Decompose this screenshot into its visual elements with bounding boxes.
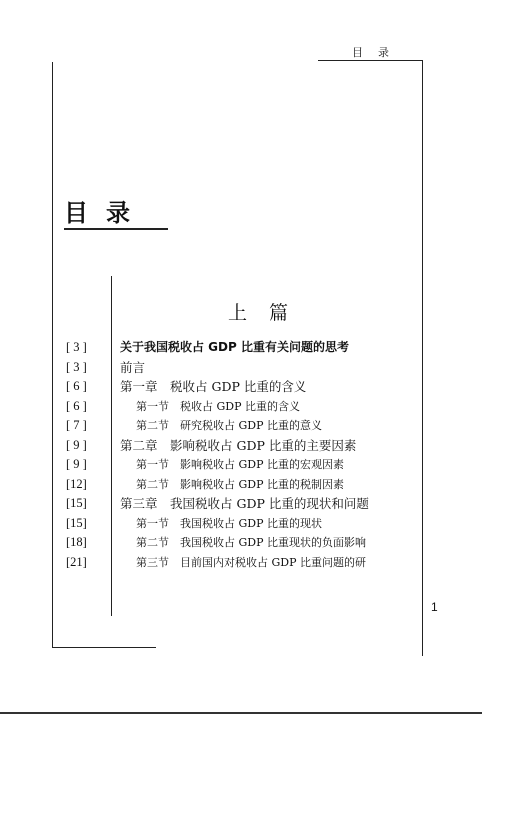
toc-entry-title: 第一节 税收占 GDP 比重的含义 (136, 399, 301, 413)
toc-entry[interactable] (66, 514, 436, 534)
toc-entry[interactable] (66, 397, 436, 417)
bottom-left-rule (52, 647, 156, 648)
toc-entry[interactable] (66, 436, 436, 456)
toc-entry-title: 第二节 影响税收占 GDP 比重的税制因素 (136, 477, 344, 491)
toc-entry-title: 第三章 我国税收占 GDP 比重的现状和问题 (120, 496, 369, 511)
toc-page-ref: [15] (66, 496, 87, 510)
title-underline (64, 228, 168, 230)
toc-page-ref: [21] (66, 554, 87, 569)
left-margin-rule (52, 62, 53, 647)
toc-entry[interactable] (66, 553, 436, 573)
toc-page-ref: [ 3 ] (66, 359, 87, 374)
part-heading: 上篇 (228, 302, 311, 324)
toc-entry-title: 第二节 研究税收占 GDP 比重的意义 (136, 419, 322, 432)
toc-page-ref: [12] (66, 476, 87, 491)
toc-page-ref: [ 9 ] (66, 457, 87, 471)
toc-page-ref: [ 7 ] (66, 418, 87, 432)
toc-entry-title: 第二章 影响税收占 GDP 比重的主要因素 (120, 437, 357, 453)
toc-entry[interactable] (66, 338, 436, 358)
toc-entry-title: 第一节 影响税收占 GDP 比重的宏观因素 (136, 458, 344, 471)
toc-entry-title: 关于我国税收占 GDP 比重有关问题的思考 (120, 340, 349, 354)
page-title: 目录 (64, 199, 148, 227)
toc-entry-title: 第三节 目前国内对税收占 GDP 比重问题的研 (136, 555, 366, 569)
toc-page-ref: [ 9 ] (66, 437, 87, 452)
toc-page-ref: [ 6 ] (66, 379, 87, 393)
toc-entry-title: 第一节 我国税收占 GDP 比重的现状 (136, 516, 322, 530)
toc-entry-title: 前言 (120, 359, 146, 375)
toc-page-ref: [18] (66, 535, 87, 549)
toc-entry[interactable] (66, 416, 436, 436)
toc-entry[interactable] (66, 455, 436, 475)
running-header: 目 录 (352, 46, 391, 59)
toc-entry[interactable] (66, 358, 436, 378)
page-edge-line (0, 712, 482, 714)
toc-page-ref: [ 6 ] (66, 398, 87, 413)
page-number: 1 (431, 600, 438, 614)
toc-entry[interactable] (66, 494, 436, 514)
toc-entry[interactable] (66, 533, 436, 553)
toc-entry-title: 第二节 我国税收占 GDP 比重现状的负面影响 (136, 536, 366, 549)
table-of-contents (66, 338, 436, 572)
toc-page-ref: [ 3 ] (66, 340, 87, 354)
toc-page-ref: [15] (66, 515, 87, 530)
toc-entry-title: 第一章 税收占 GDP 比重的含义 (120, 379, 307, 394)
toc-entry[interactable] (66, 475, 436, 495)
header-rule (318, 60, 422, 61)
toc-entry[interactable] (66, 377, 436, 397)
